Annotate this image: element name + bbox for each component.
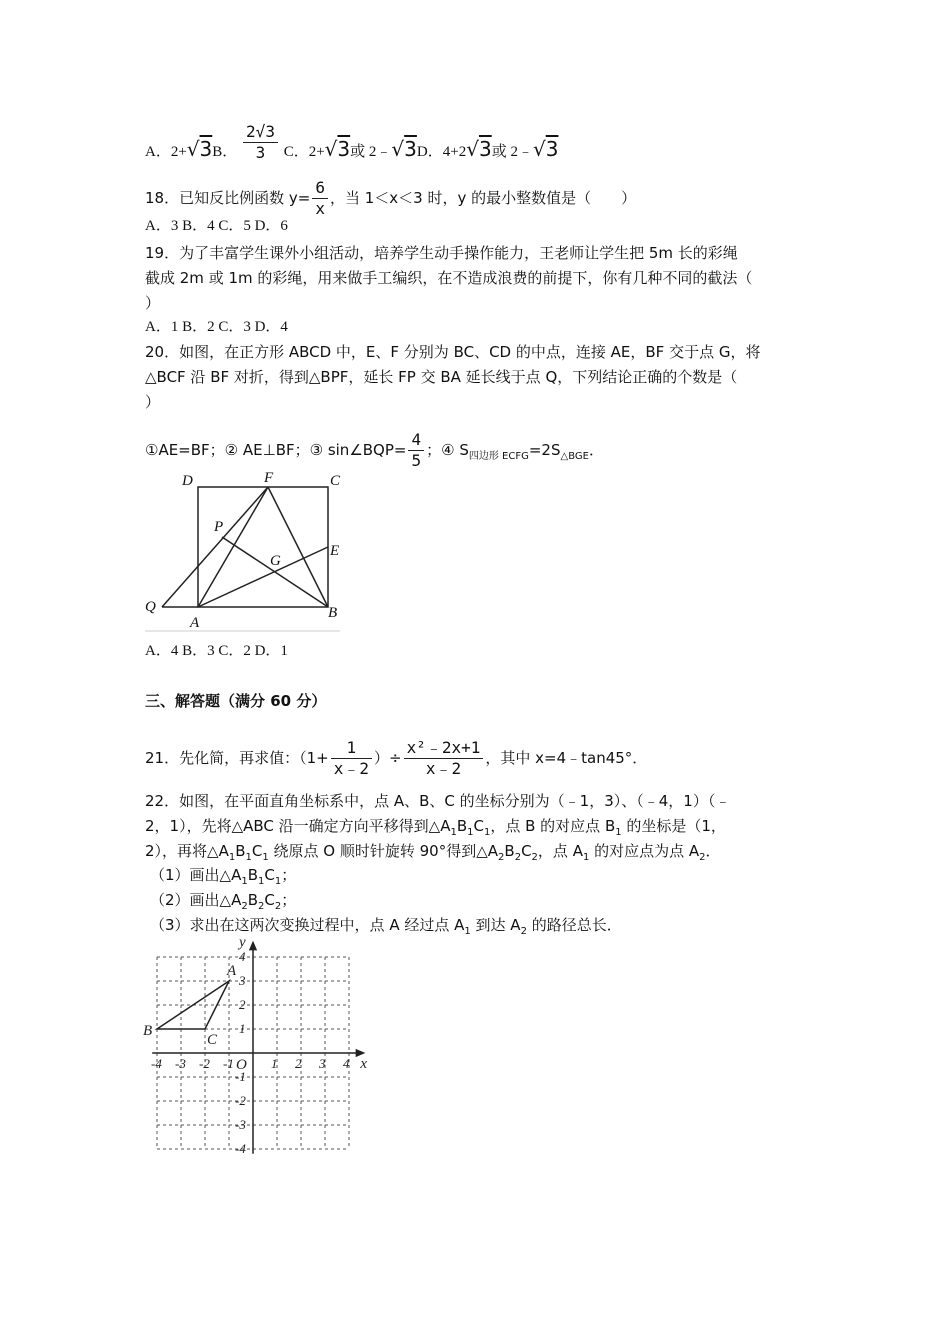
q22-part1: （1）画出$\triangle A_1B_1C_1$；: [150, 866, 297, 887]
q21-stem: 21．先化简，再求值：（1+ $\frac{1}{x﹣2}$ ）÷ $\frac{\text{x²﹣2x+1}}{x﹣2}$ ，其中 x=4﹣tan45°．: [145, 738, 648, 778]
sqrt-symbol: √3: [532, 136, 559, 161]
q18-stem: 18．已知反比例函数 y= $\frac{6}{x}$ ，当 1＜x＜3 时，y 的最小整数值是（ ）: [145, 178, 637, 218]
point-b-label: B: [143, 1023, 153, 1039]
x-tick-label: -1: [223, 1056, 234, 1071]
line-af: [198, 487, 268, 607]
x-tick-label: 2: [295, 1056, 302, 1071]
q21-fraction2: $\frac{\text{x²﹣2x+1}}{x﹣2}$: [404, 738, 484, 779]
q17-option-d: D．4+2: [416, 143, 467, 160]
label-e: E: [330, 543, 340, 559]
q22-part3: （3）求出在这两次变换过程中，点 A 经过点 $A_1$ 到达 $A_2$ 的路径总长．: [150, 916, 622, 937]
label-q: Q: [145, 599, 156, 615]
q20-line2: △BCF 沿 BF 对折，得到△BPF，延长 FP 交 BA 延长线于点 Q，下列结论正确的个数是（: [145, 368, 738, 386]
q17-b-fraction: $\frac{2√3}{3}$: [243, 122, 278, 163]
y-tick-label: 4: [239, 949, 246, 964]
q20-square-figure: [140, 465, 350, 635]
label-g: G: [270, 553, 281, 569]
q20-statements: ①AE=BF；② AE⊥BF；③ sin∠BQP= $\frac{4}{5}$ ；④ $S_{四边形 ECFG}=2S_{\triangle BGE}$．: [145, 430, 604, 470]
q19-options: A．1 B．2 C．3 D．4: [145, 319, 288, 335]
q21-fraction1: $\frac{1}{x﹣2}$: [331, 738, 372, 779]
sqrt-symbol: √3: [324, 136, 351, 161]
sqrt-symbol: √3: [186, 136, 213, 161]
y-tick-label: -1: [235, 1069, 246, 1084]
x-tick-label: -3: [175, 1056, 186, 1071]
line-fq: [162, 487, 268, 607]
x-tick-label: 3: [319, 1056, 326, 1071]
y-tick-label: 3: [239, 973, 246, 988]
q22-coordinate-grid: [140, 935, 375, 1160]
section-title: 三、解答题（满分 60 分）: [145, 692, 327, 710]
point-a-label: A: [227, 963, 237, 979]
q19-line1: 19．为了丰富学生课外小组活动，培养学生动手操作能力，王老师让学生把 5m 长的彩绳: [145, 244, 738, 262]
origin-label: O: [236, 1057, 247, 1073]
y-tick-label: 1: [239, 1021, 246, 1036]
q22-line3: 2），再将$\triangle A_1B_1C_1$ 绕原点 O 顺时针旋转 90°得到$\triangle A_2B_2C_2$，点 $A_1$ 的对应点为点 $A_2$．: [145, 842, 721, 863]
x-tick-label: 4: [343, 1056, 350, 1071]
q20-line3: ）: [145, 393, 161, 411]
y-axis-label: y: [239, 935, 246, 951]
point-c-label: C: [207, 1032, 218, 1048]
y-tick-label: -3: [235, 1117, 246, 1132]
q19-line3: ）: [145, 294, 161, 312]
q17-or: 或 2﹣: [350, 143, 392, 160]
label-f: F: [264, 470, 274, 486]
q17-option-b: B．: [212, 143, 238, 160]
label-c: C: [330, 473, 341, 489]
line-bf: [268, 487, 328, 607]
q17-option-a: A．2+: [145, 143, 187, 160]
q20-sin-fraction: $\frac{4}{5}$: [408, 430, 424, 471]
sqrt-symbol: √3: [391, 136, 417, 161]
x-tick-label: -2: [199, 1056, 210, 1071]
y-tick-label: -4: [235, 1141, 246, 1156]
q19-line2: 截成 2m 或 1m 的彩绳，用来做手工编织，在不造成浪费的前提下，你有几种不同的截法（: [145, 269, 753, 287]
line-ae: [198, 547, 328, 607]
sqrt-symbol: √3: [466, 136, 492, 161]
x-tick-label: -4: [151, 1056, 162, 1071]
q17-or2: 或 2﹣: [491, 143, 533, 160]
q20-line1: 20．如图，在正方形 ABCD 中，E、F 分别为 BC、CD 的中点，连接 AE，BF 交于点 G，将: [145, 343, 761, 361]
q17-option-c: C．2+: [283, 143, 325, 160]
y-tick-label: -2: [235, 1093, 246, 1108]
label-a: A: [190, 615, 200, 631]
q20-options: A．4 B．3 C．2 D．1: [145, 643, 288, 659]
label-p: P: [214, 519, 224, 535]
q17-options: [145, 122, 559, 173]
q22-part2: （2）画出$\triangle A_2B_2C_2$；: [150, 891, 297, 912]
x-tick-label: 1: [271, 1056, 278, 1071]
q22-line2: 2，1），先将△ABC 沿一确定方向平移得到$\triangle A_1B_1C_1$，点 B 的对应点 $B_1$ 的坐标是（1，: [145, 817, 726, 838]
y-tick-label: 2: [239, 997, 246, 1012]
q22-line1: 22．如图，在平面直角坐标系中，点 A、B、C 的坐标分别为（﹣1，3）、（﹣4，1）（﹣: [145, 792, 731, 810]
x-axis-label: x: [360, 1056, 368, 1072]
label-d: D: [182, 473, 193, 489]
label-b: B: [328, 605, 338, 621]
y-axis-arrow: [250, 943, 256, 950]
q18-fraction: $\frac{6}{x}$: [312, 178, 328, 219]
q18-options: A．3 B．4 C．5 D．6: [145, 218, 288, 234]
line-pb: [222, 537, 328, 607]
square-abcd: [198, 487, 328, 607]
